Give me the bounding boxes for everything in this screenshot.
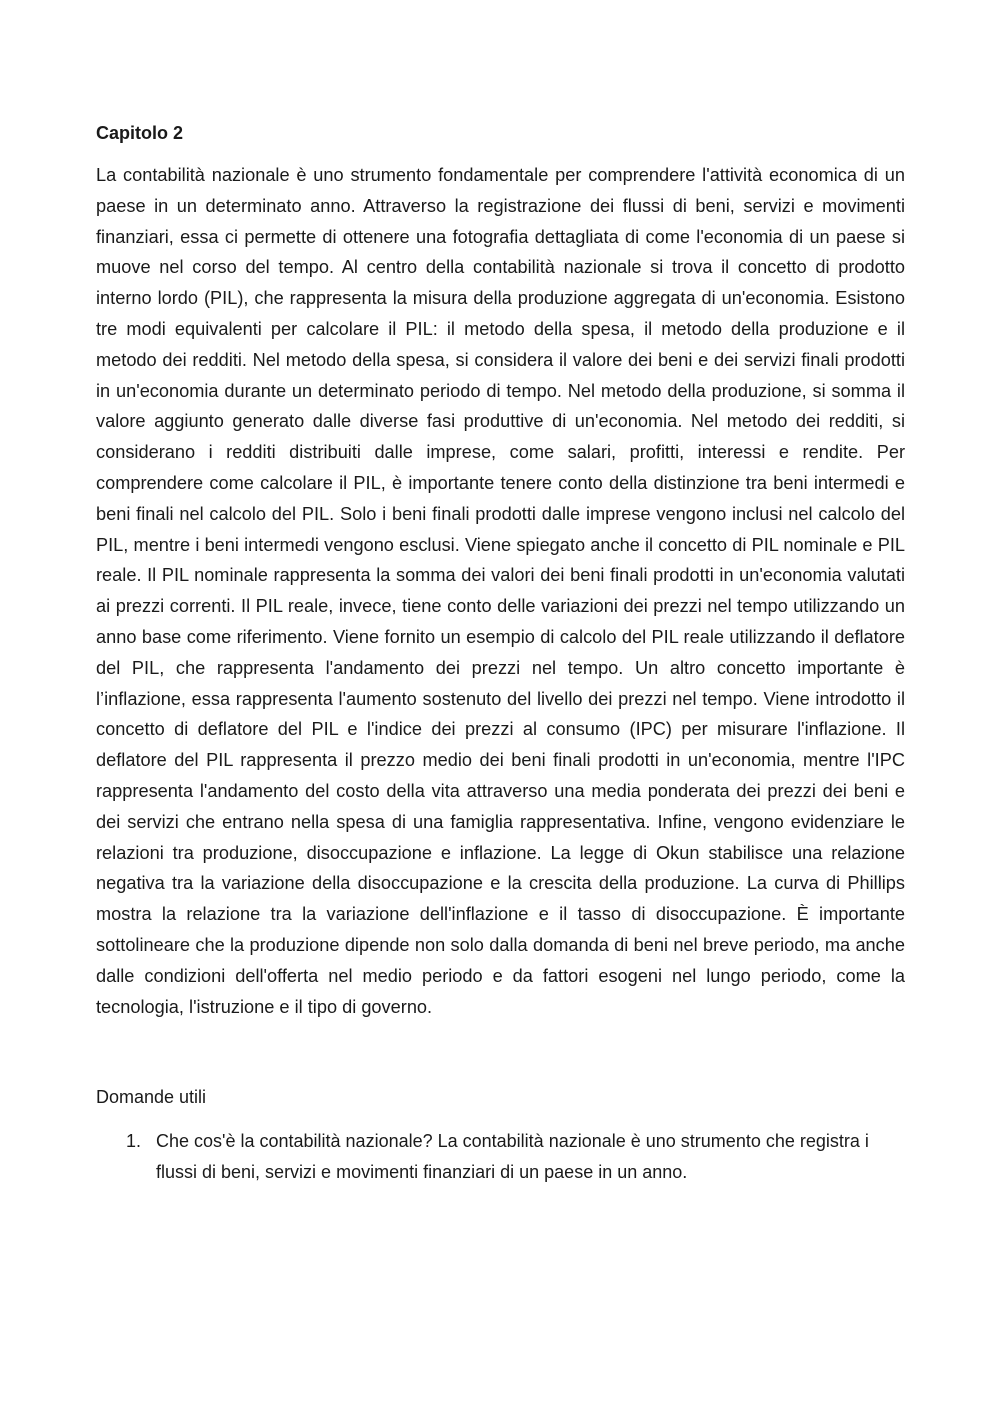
chapter-title: Capitolo 2	[96, 123, 184, 143]
question-text: Che cos'è la contabilità nazionale? La contabilità nazionale è uno strumento che registra i flussi di beni, servizi e movimenti finanziari di un paese in un anno.	[156, 1131, 869, 1183]
question-number: 1.	[126, 1131, 142, 1152]
questions-heading: Domande utili	[96, 1087, 207, 1108]
question-item	[126, 1126, 905, 1188]
chapter-body-paragraph: La contabilità nazionale è uno strumento fondamentale per comprendere l'attività economica di un paese in un determinato anno. Attraverso la registrazione dei flussi di beni, servizi e movimenti finanziari, essa ci permette di ottenere una fotografia dettagliata di come l'economia di un paese si muove nel corso del tempo. Al centro della contabilità nazionale si trova il concetto di prodotto interno lordo (PIL), che rappresenta la misura della produzione aggregata di un'economia. Esistono tre modi equivalenti per calcolare il PIL: il metodo della spesa, il metodo della produzione e il metodo dei redditi. Nel metodo della spesa, si considera il valore dei beni e dei servizi finali prodotti in un'economia durante un determinato periodo di tempo. Nel metodo della produzione, si somma il valore aggiunto generato dalle diverse fasi produttive di un'economia. Nel metodo dei redditi, si considerano i redditi distribuiti dalle imprese, come salari, profitti, interessi e rendite. Per comprendere come calcolare il PIL, è importante tenere conto della distinzione tra beni intermedi e beni finali nel calcolo del PIL. Solo i beni finali prodotti dalle imprese vengono inclusi nel calcolo del PIL, mentre i beni intermedi vengono esclusi. Viene spiegato anche il concetto di PIL nominale e PIL reale. Il PIL nominale rappresenta la somma dei valori dei beni finali prodotti in un'economia valutati ai prezzi correnti. Il PIL reale, invece, tiene conto delle variazioni dei prezzi nel tempo utilizzando un anno base come riferimento. Viene fornito un esempio di calcolo del PIL reale utilizzando il deflatore del PIL, che rappresenta l'andamento dei prezzi nel tempo. Un altro concetto importante è l’inflazione, essa rappresenta l'aumento sostenuto del livello dei prezzi nel tempo. Viene introdotto il concetto di deflatore del PIL e l'indice dei prezzi al consumo (IPC) per misurare l'inflazione. Il deflatore del PIL rappresenta il prezzo medio dei beni finali prodotti in un'economia, mentre l'IPC rappresenta l'andamento del costo della vita attraverso una media ponderata dei prezzi dei beni e dei servizi che entrano nella spesa di una famiglia rappresentativa. Infine, vengono evidenziare le relazioni tra produzione, disoccupazione e inflazione. La legge di Okun stabilisce una relazione negativa tra la variazione della disoccupazione e la crescita della produzione. La curva di Phillips mostra la relazione tra la variazione dell'inflazione e il tasso di disoccupazione. È importante sottolineare che la produzione dipende non solo dalla domanda di beni nel breve periodo, ma anche dalle condizioni dell'offerta nel medio periodo e da fattori esogeni nel lungo periodo, come la tecnologia, l'istruzione e il tipo di governo.	[96, 165, 905, 1017]
questions-list	[96, 1126, 905, 1188]
document-page	[96, 118, 905, 1188]
